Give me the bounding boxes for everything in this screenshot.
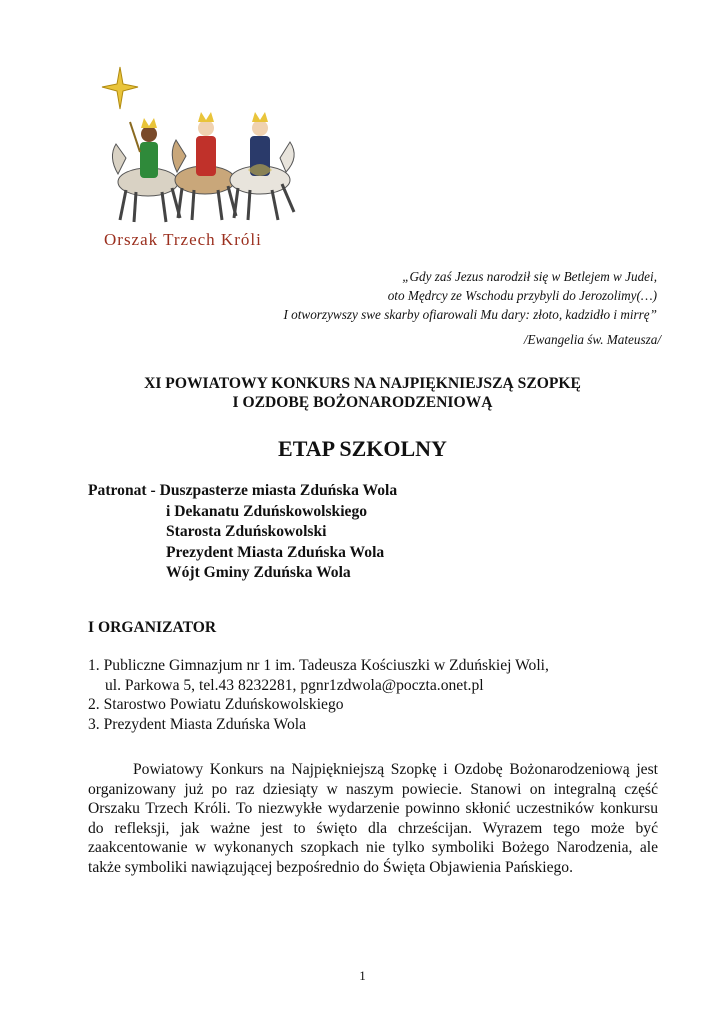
- page-number: 1: [359, 968, 366, 983]
- document-title: [0, 374, 725, 412]
- star-icon: [102, 67, 138, 109]
- patronage-block: [88, 481, 397, 584]
- logo-text: Orszak Trzech Króli: [104, 230, 262, 249]
- king-green-icon: [112, 118, 180, 222]
- patronage-line: Patronat - Duszpasterze miasta Zduńska Wola: [88, 482, 398, 499]
- patronage-line: Starosta Zduńskowolski: [166, 523, 327, 540]
- organizer-heading: I ORGANIZATOR: [88, 619, 217, 636]
- title-line: I OZDOBĘ BOŻONARODZENIOWĄ: [232, 394, 493, 411]
- organizer-list: [88, 656, 549, 734]
- orszak-logo: [100, 62, 305, 252]
- patronage-line: Prezydent Miasta Zduńska Wola: [166, 543, 385, 561]
- king-white-icon: [230, 112, 294, 220]
- epigraph-quote: [283, 267, 657, 324]
- list-item: 3. Prezydent Miasta Zduńska Wola: [88, 715, 307, 733]
- quote-line: I otworzywszy swe skarby ofiarowali Mu dary: złoto, kadzidło i mirrę”: [283, 307, 657, 322]
- patronage-line: Wójt Gminy Zduńska Wola: [166, 564, 351, 581]
- list-item-continuation: ul. Parkowa 5, tel.43 8232281, pgnr1zdwola@poczta.onet.pl: [105, 676, 484, 694]
- body-paragraph: Powiatowy Konkurs na Najpiękniejszą Szopkę i Ozdobę Bożonarodzeniową jest organizowany już po raz dziesiąty w naszym powiecie. Stanowi on integralną część Orszaku Trzech Króli. To niezwykłe wydarzenie powinno skłonić uczestników konkursu do refleksji, jak ważne jest to święto dla chrześcijan. Wyrazem tego może być zaakcentowanie w wykonanych szopkach nie tylko symboliki Bożego Narodzenia, ale także symboliki nawiązującej bezpośrednio do Święta Objawienia Pańskiego.: [88, 761, 658, 876]
- stage-heading: ETAP SZKOLNY: [278, 436, 447, 461]
- list-item: 1. Publiczne Gimnazjum nr 1 im. Tadeusza Kościuszki w Zduńskiej Woli,: [88, 657, 549, 674]
- title-line: XI POWIATOWY KONKURS NA NAJPIĘKNIEJSZĄ SZOPKĘ: [144, 375, 581, 392]
- patronage-line: i Dekanatu Zduńskowolskiego: [166, 502, 368, 520]
- quote-line: oto Mędrcy ze Wschodu przybyli do Jerozolimy(…): [387, 288, 657, 303]
- list-item: 2. Starostwo Powiatu Zduńskowolskiego: [88, 696, 344, 713]
- quote-source: /Ewangelia św. Mateusza/: [523, 332, 661, 347]
- three-kings-illustration: [100, 62, 305, 232]
- quote-line: „Gdy zaś Jezus narodził się w Betlejem w Judei,: [402, 269, 657, 284]
- king-red-icon: [172, 112, 236, 220]
